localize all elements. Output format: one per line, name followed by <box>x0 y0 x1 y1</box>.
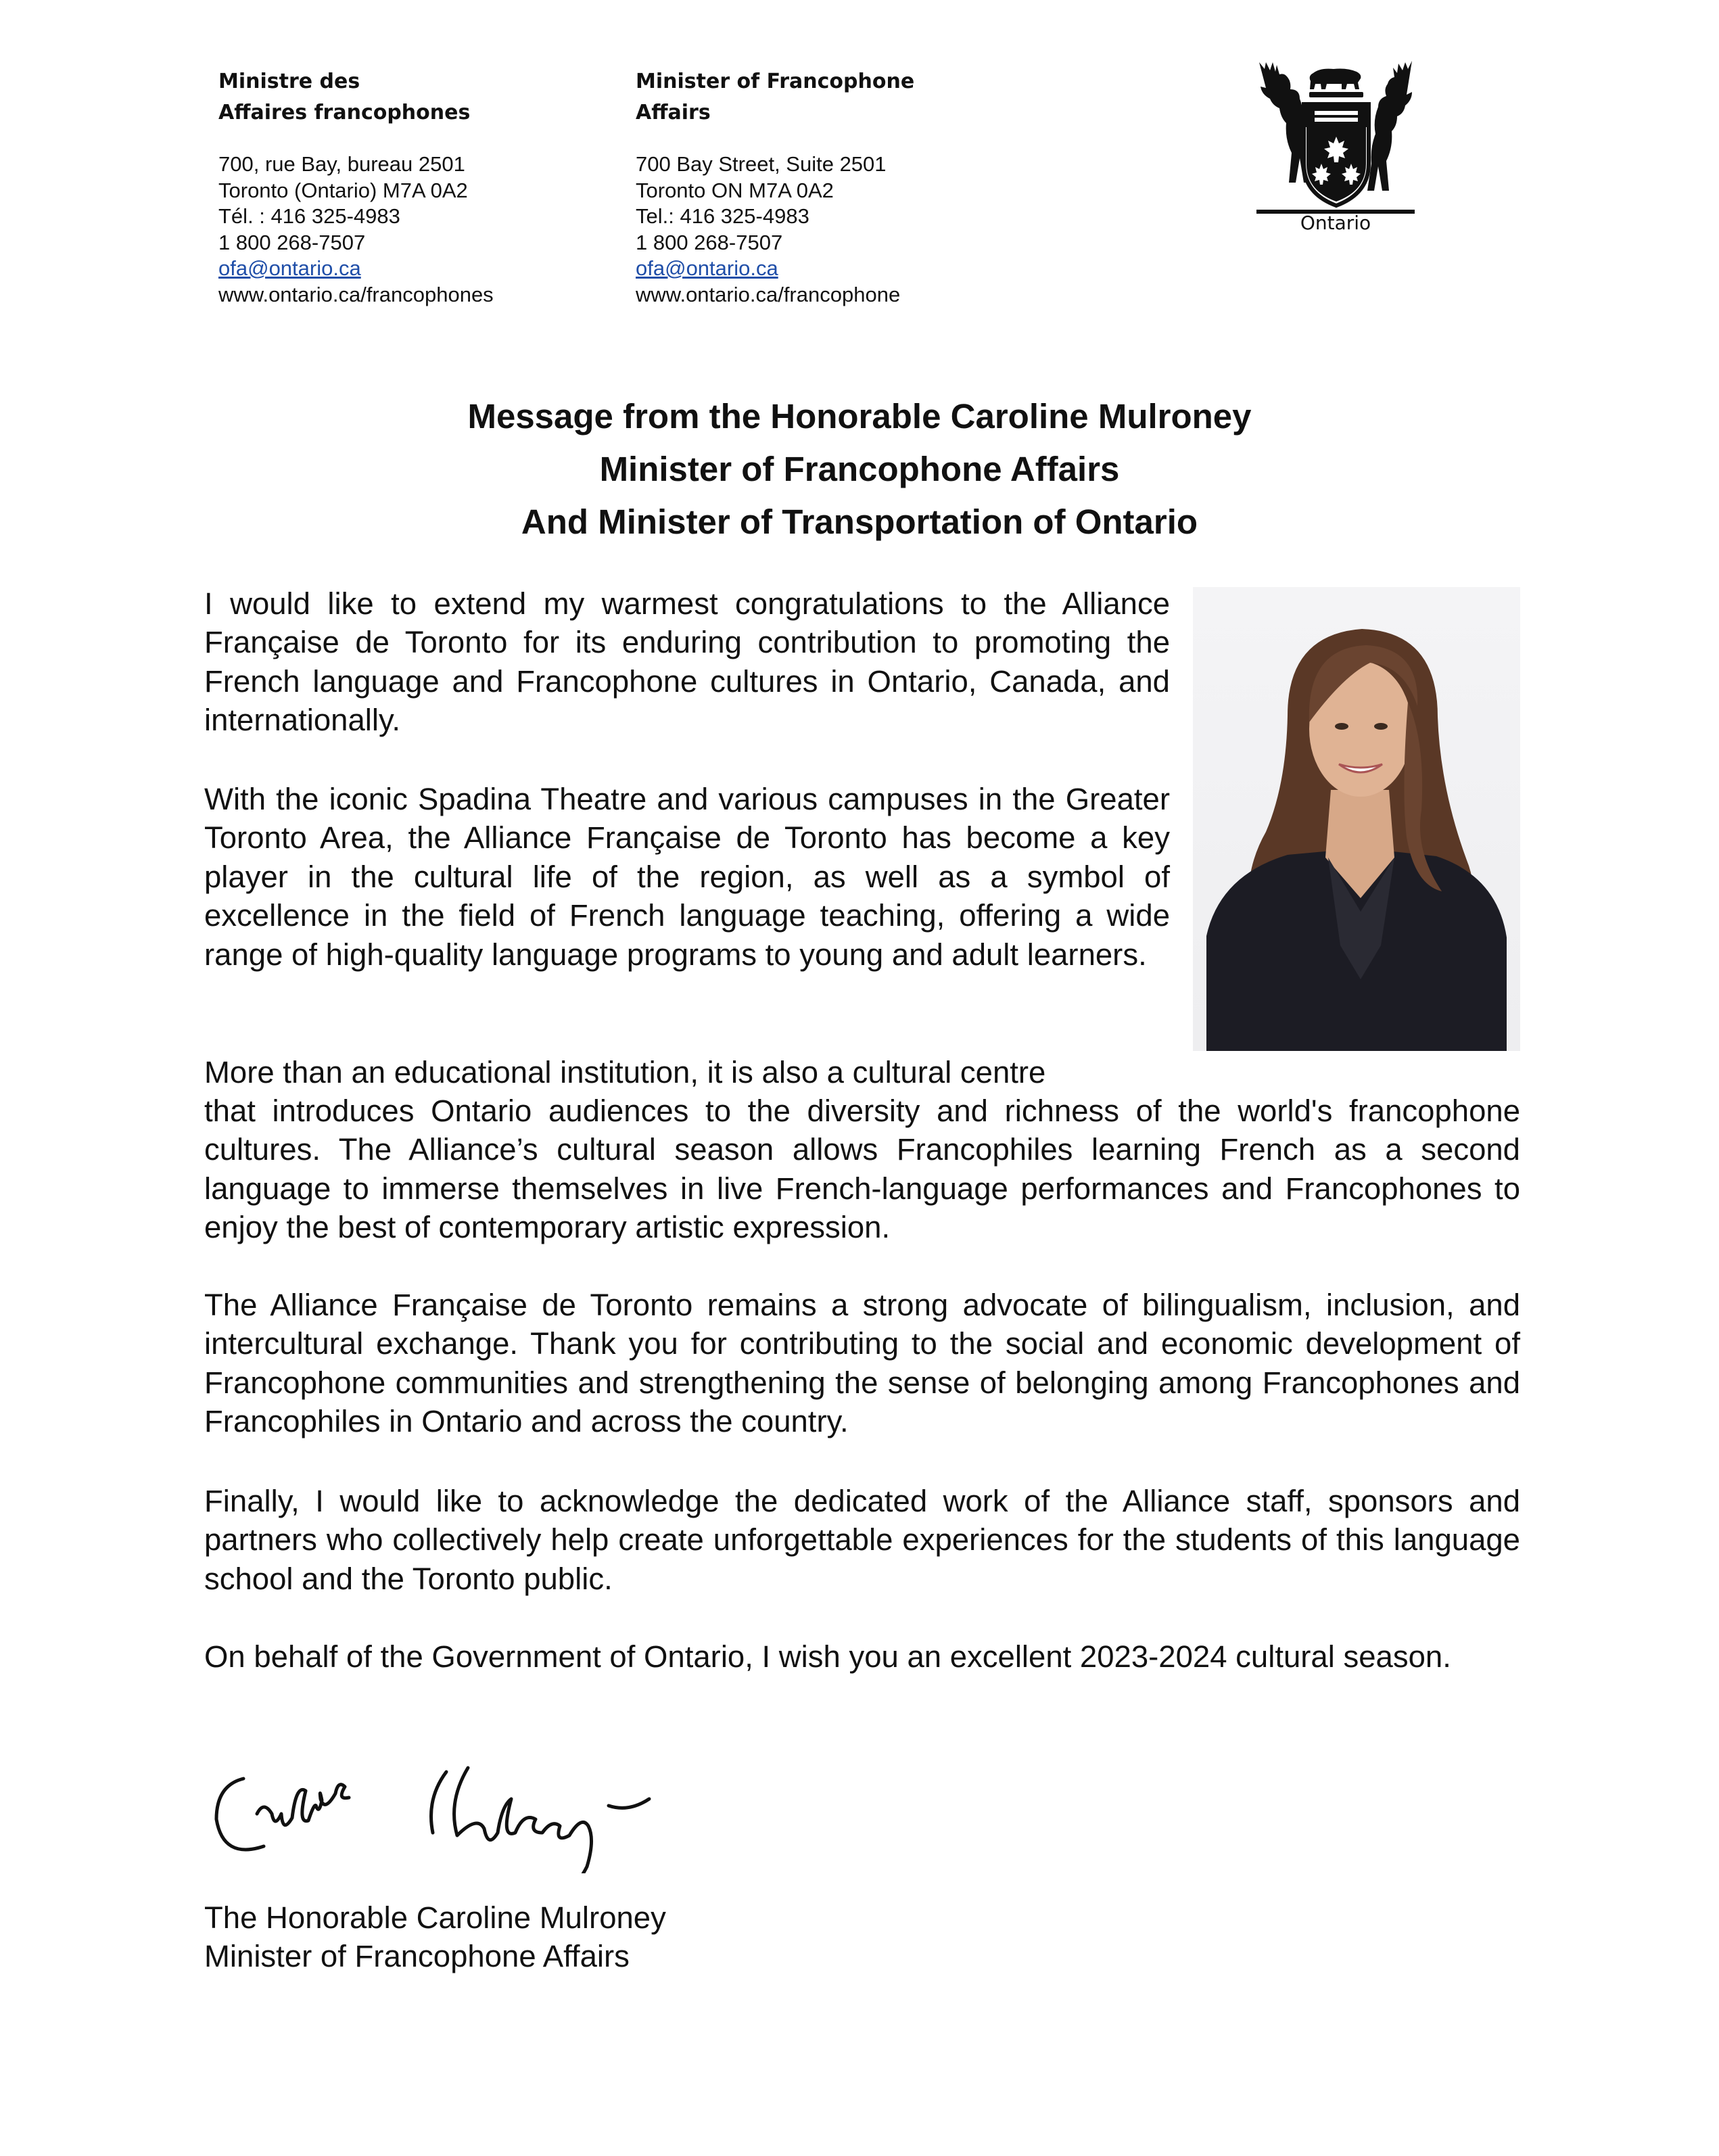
email-link-en[interactable]: ofa@ontario.ca <box>636 256 778 280</box>
title-line-3: And Minister of Transportation of Ontario <box>521 502 1198 541</box>
portrait-illustration <box>1193 587 1520 1051</box>
tollfree-en: 1 800 268-7507 <box>636 230 783 254</box>
paragraph-5: Finally, I would like to acknowledge the dedicated work of the Alliance staff, sponsors and partners who collectively help create unforgettable experiences for the students of this language school and the Toronto public. <box>204 1484 1520 1596</box>
ministry-name-en-line1: Minister of Francophone <box>636 70 915 93</box>
signature-block <box>204 1898 666 1975</box>
signatory-name: The Honorable Caroline Mulroney <box>204 1900 666 1935</box>
paragraph-4: The Alliance Française de Toronto remains a strong advocate of bilingualism, inclusion, and intercultural exchange. Thank you for contributing to the social and economic development of Francophone communities and strengthening the sense of belonging among Francophones and Francophiles in Ontario and across the country. <box>204 1288 1520 1439</box>
minister-portrait <box>1193 587 1520 1051</box>
ontario-wordmark: Ontario <box>1300 212 1371 234</box>
paragraph-3: that introduces Ontario audiences to the diversity and richness of the world's francophone cultures. The Alliance’s cultural season allows Francophiles learning French as a second language to immerse themselves in live French-language performances and Francophones to enjoy the best of contemporary artistic expression. <box>204 1094 1520 1245</box>
signature-icon <box>203 1752 730 1873</box>
ministry-name-fr-line2: Affaires francophones <box>218 101 471 124</box>
paragraph-3-first-line: More than an educational institution, it is also a cultural centre <box>204 1055 1046 1089</box>
letterhead-english <box>636 66 914 308</box>
signatory-role: Minister of Francophone Affairs <box>204 1939 630 1973</box>
address-line-2-fr: Toronto (Ontario) M7A 0A2 <box>218 178 468 202</box>
address-line-2-en: Toronto ON M7A 0A2 <box>636 178 834 202</box>
ministry-name-en <box>636 66 914 128</box>
phone-en: Tel.: 416 325-4983 <box>636 204 809 228</box>
website-fr: www.ontario.ca/francophones <box>218 282 494 306</box>
website-en: www.ontario.ca/francophone <box>636 282 901 306</box>
title-line-1: Message from the Honorable Caroline Mulroney <box>467 397 1252 436</box>
title-line-2: Minister of Francophone Affairs <box>599 450 1120 488</box>
phone-fr: Tél. : 416 325-4983 <box>218 204 400 228</box>
paragraph-2: With the iconic Spadina Theatre and various campuses in the Greater Toronto Area, the Alliance Française de Toronto has become a key player in the cultural life of the region, as well as a symbol of excellence in the field of French language teaching, offering a wide range of high-quality language programs to young and adult learners. <box>204 782 1170 972</box>
tollfree-fr: 1 800 268-7507 <box>218 230 366 254</box>
ministry-name-fr-line1: Ministre des <box>218 70 360 93</box>
address-line-1-en: 700 Bay Street, Suite 2501 <box>636 152 887 176</box>
email-link-fr[interactable]: ofa@ontario.ca <box>218 256 361 280</box>
letterhead-french <box>218 66 494 308</box>
paragraph-6: On behalf of the Government of Ontario, I wish you an excellent 2023-2024 cultural season. <box>204 1639 1451 1674</box>
address-line-1-fr: 700, rue Bay, bureau 2501 <box>218 152 465 176</box>
paragraph-1: I would like to extend my warmest congratulations to the Alliance Française de Toronto for its enduring contribution to promoting the French language and Francophone cultures in Ontario, Canada, and internationally. <box>204 586 1170 738</box>
ministry-name-en-line2: Affairs <box>636 101 711 124</box>
ministry-name-fr <box>218 66 494 128</box>
message-title <box>0 390 1719 548</box>
